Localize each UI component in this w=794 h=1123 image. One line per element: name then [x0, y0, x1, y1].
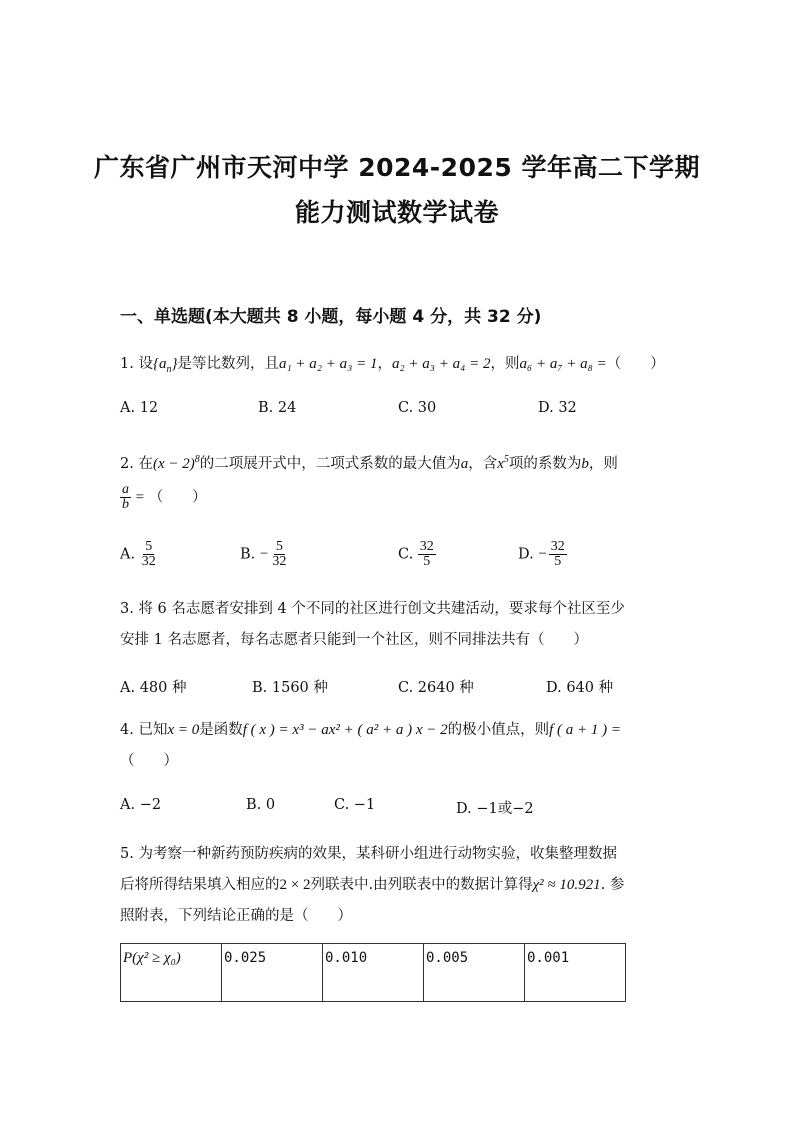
- q2-option-a-fraction: $\frac{5}{32}$: [141, 539, 156, 569]
- q1-text-2: ，则: [490, 356, 520, 372]
- q2-option-a: A. $\frac{5}{32}$: [120, 539, 156, 569]
- q1-option-d: D. 32: [538, 400, 577, 416]
- paper-title-line-1: 广东省广州市天河中学 2024-2025 学年高二下学期: [94, 153, 700, 182]
- question-4: [120, 718, 621, 739]
- q1-prefix: 1. 设: [120, 356, 153, 372]
- q1-option-b: B. 24: [258, 400, 297, 416]
- q3-option-c: C. 2640 种: [398, 680, 474, 696]
- paper-title-line-2: 能力测试数学试卷: [294, 198, 499, 227]
- question-5-line-3: 照附表，下列结论正确的是（ ）: [120, 908, 352, 924]
- q2-term: $x^5$: [497, 454, 509, 472]
- table-header-cell: P(χ² ≥ χ₀): [121, 944, 222, 1002]
- q4-option-d: D. −1或−2: [456, 801, 534, 817]
- q5-table-size: 2 × 2: [279, 877, 311, 893]
- q1-text-1: 是等比数列，且: [177, 356, 279, 372]
- question-5-line-2: 后将所得结果填入相应的2 × 2列联表中.由列联表中的数据计算得χ² ≈ 10.921. 参: [120, 877, 625, 893]
- q3-option-d: D. 640 种: [546, 680, 614, 696]
- section-heading: 一、单选题(本大题共 8 小题，每小题 4 分，共 32 分): [120, 307, 542, 327]
- question-5-line-1: 5. 为考察一种新药预防疾病的效果，某科研小组进行动物实验，收集整理数据: [120, 846, 617, 862]
- q1-equation-2: a₂ + a₃ + a₄ = 2: [391, 356, 491, 372]
- q4-paren: （ ）: [120, 753, 178, 769]
- q2-option-c: C. $\frac{32}{5}$: [398, 539, 434, 569]
- q2-text-4: ，则: [588, 456, 618, 472]
- q4-condition: x = 0: [167, 722, 200, 738]
- q4-text-1: 是函数: [199, 722, 243, 738]
- q1-option-a: A. 12: [120, 400, 159, 416]
- q2-option-d: D. − $\frac{32}{5}$: [518, 539, 565, 569]
- q2-paren: （ ）: [148, 489, 207, 506]
- q4-option-b: B. 0: [246, 797, 276, 813]
- q1-option-c: C. 30: [398, 400, 437, 416]
- probability-table: [120, 943, 626, 1002]
- q4-option-a: A. −2: [120, 797, 162, 813]
- table-cell: 0.001: [525, 944, 626, 1002]
- q2-option-b: B. − $\frac{5}{32}$: [240, 539, 287, 569]
- q2-option-c-fraction: $\frac{32}{5}$: [419, 539, 434, 569]
- q4-option-c: C. −1: [334, 797, 376, 813]
- q3-option-b: B. 1560 种: [252, 680, 328, 696]
- q3-option-a: A. 480 种: [120, 680, 187, 696]
- question-2-line-2: [120, 483, 207, 512]
- q2-prefix: 2. 在: [120, 456, 153, 472]
- q4-text-2: 的极小值点，则: [447, 722, 550, 738]
- q4-prefix: 4. 已知: [120, 722, 168, 738]
- q2-text-3: 项的系数为: [508, 456, 582, 472]
- q1-sequence: $\{a_n\}$: [152, 356, 178, 375]
- q1-paren: （ ）: [606, 356, 665, 372]
- q2-var-a: a: [460, 456, 469, 472]
- q2-var-b: b: [581, 456, 589, 472]
- q5-chi-square-value: χ² ≈ 10.921: [532, 877, 601, 893]
- q2-option-b-fraction: $\frac{5}{32}$: [272, 539, 287, 569]
- q2-text-2: ，含: [468, 456, 498, 472]
- q4-ask: f ( a + 1 ) =: [549, 722, 622, 738]
- q2-binomial: $(x - 2)^8$: [152, 454, 200, 472]
- q1-equation-3: a₆ + a₇ + a₈ =: [519, 356, 607, 372]
- question-3-line-2: 安排 1 名志愿者，每名志愿者只能到一个社区，则不同排法共有（ ）: [120, 632, 588, 648]
- table-cell: 0.010: [323, 944, 424, 1002]
- question-2: [120, 452, 618, 473]
- table-cell: 0.005: [424, 944, 525, 1002]
- table-row: [121, 944, 626, 1002]
- table-cell: 0.025: [222, 944, 323, 1002]
- question-1: [120, 352, 665, 375]
- q1-separator: ，: [377, 356, 392, 372]
- question-3-line-1: 3. 将 6 名志愿者安排到 4 个不同的社区进行创文共建活动，要求每个社区至少: [120, 601, 625, 617]
- q2-equals: =: [135, 489, 145, 506]
- q2-fraction-a-over-b: $\frac{a}{b}$: [122, 482, 129, 512]
- q1-equation-1: a₁ + a₂ + a₃ = 1: [278, 356, 378, 372]
- q2-text-1: 的二项展开式中，二项式系数的最大值为: [199, 456, 461, 472]
- q2-option-d-fraction: $\frac{32}{5}$: [550, 539, 565, 569]
- q4-function: f ( x ) = x³ − ax² + ( a² + a ) x − 2: [242, 722, 448, 738]
